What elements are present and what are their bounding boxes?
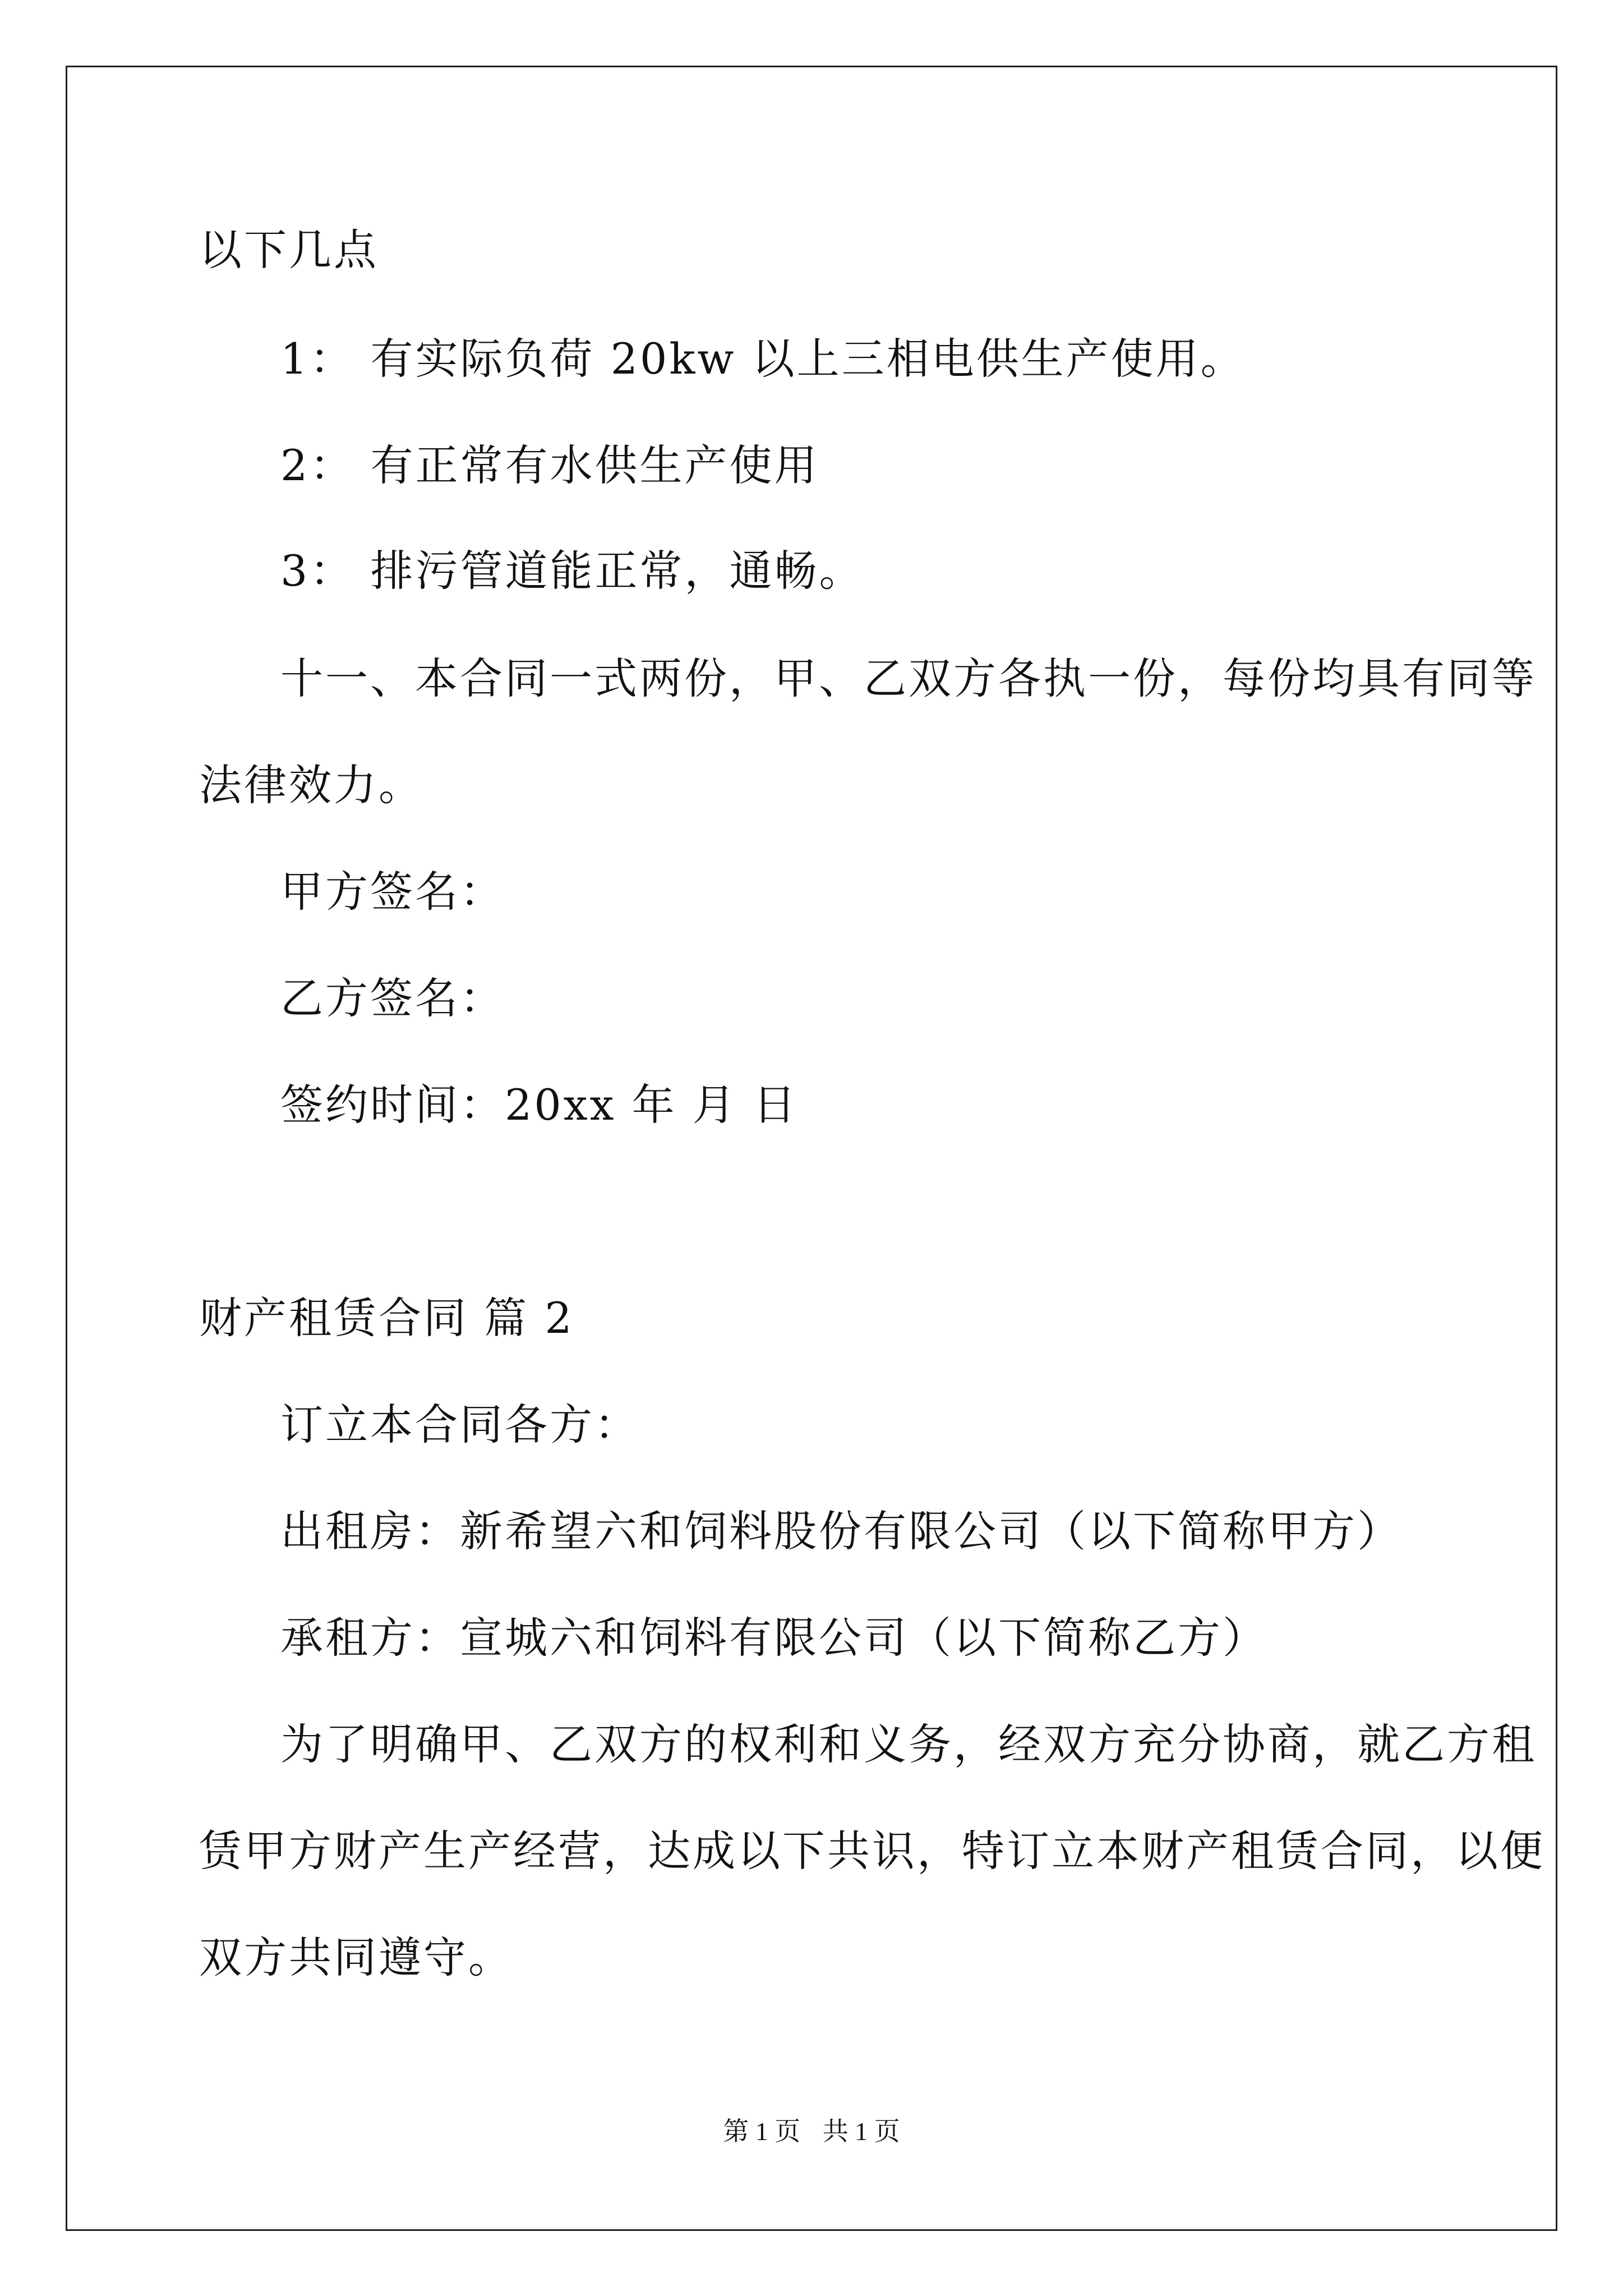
text-line: 订立本合同各方： bbox=[280, 1400, 639, 1450]
page-number: 第 1 页 bbox=[723, 2117, 801, 2146]
text-line: 乙方签名： bbox=[280, 973, 505, 1023]
section-heading: 财产租赁合同 篇 2 bbox=[199, 1293, 574, 1343]
text-line: 赁甲方财产生产经营，达成以下共识，特订立本财产租赁合同，以便 bbox=[199, 1826, 1545, 1876]
page-border bbox=[66, 66, 1557, 2231]
text-line: 2： 有正常有水供生产使用 bbox=[280, 440, 819, 490]
text-line: 3： 排污管道能正常，通畅。 bbox=[280, 546, 864, 596]
text-line: 为了明确甲、乙双方的权利和义务，经双方充分协商，就乙方租 bbox=[280, 1719, 1537, 1769]
text-line: 十一、本合同一式两份，甲、乙双方各执一份，每份均具有同等 bbox=[280, 654, 1537, 703]
text-line: 法律效力。 bbox=[199, 760, 423, 810]
text-line: 出租房：新希望六和饲料股份有限公司（以下简称甲方） bbox=[280, 1506, 1402, 1556]
text-line: 甲方签名： bbox=[280, 867, 505, 917]
text-line: 双方共同遵守。 bbox=[199, 1932, 513, 1982]
text-line: 以下几点 bbox=[199, 225, 379, 275]
page-total: 共 1 页 bbox=[822, 2117, 900, 2146]
text-line: 1： 有实际负荷 20kw 以上三相电供生产使用。 bbox=[280, 334, 1246, 384]
text-line: 承租方：宣城六和饲料有限公司（以下简称乙方） bbox=[280, 1613, 1267, 1663]
page-footer bbox=[0, 2115, 1623, 2148]
text-line: 签约时间：20xx 年 月 日 bbox=[280, 1080, 798, 1130]
